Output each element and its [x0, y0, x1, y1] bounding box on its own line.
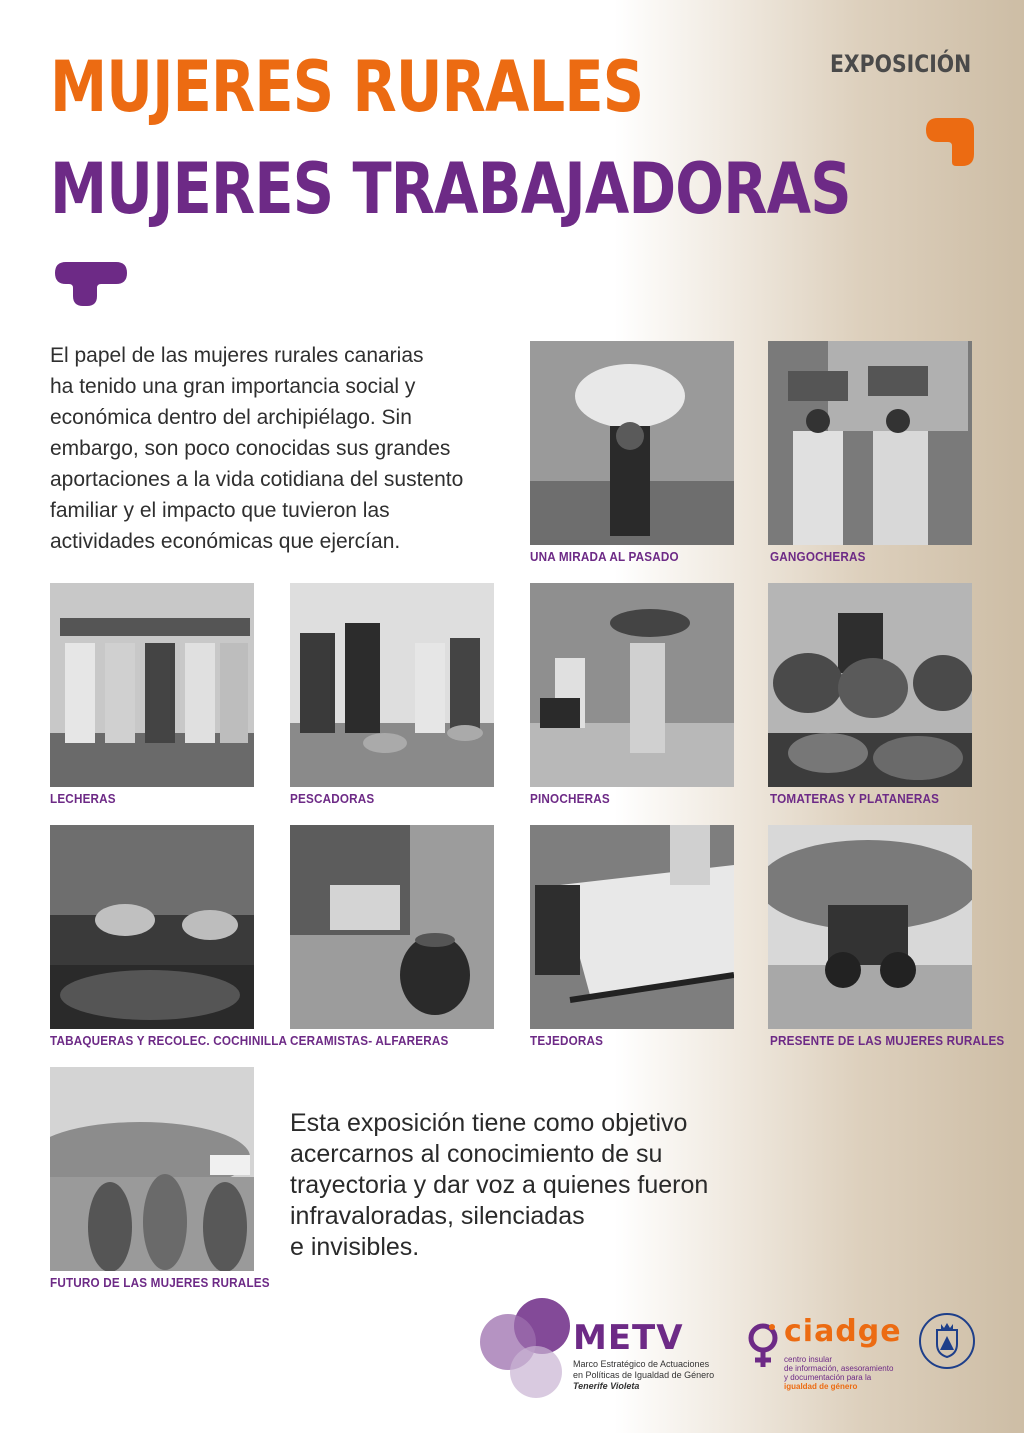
closing-line: infravaloradas, silenciadas [290, 1202, 585, 1230]
photo-gangocheras [768, 341, 972, 545]
metv-subtitle-line: Marco Estratégico de Actuaciones [573, 1359, 710, 1369]
ciadge-logo-subtitle [784, 1355, 893, 1391]
intro-line: embargo, son poco conocidas sus grandes [50, 437, 451, 460]
photo-caption: PINOCHERAS [530, 791, 610, 806]
photo-presente-de-las-mujeres-rurales [768, 825, 972, 1029]
photo-caption: TOMATERAS Y PLATANERAS [770, 791, 940, 806]
title-line-2: MUJERES TRABAJADORAS [50, 148, 851, 230]
photo-tabaqueras [50, 825, 254, 1029]
closing-line: e invisibles. [290, 1233, 420, 1261]
photo-tomateras-y-plataneras [768, 583, 972, 787]
photo-ceramistas-alfareras [290, 825, 494, 1029]
photo-caption: CERAMISTAS- ALFARERAS [290, 1033, 449, 1048]
intro-line: ha tenido una gran importancia social y [50, 375, 416, 398]
photo-caption: GANGOCHERAS [770, 549, 866, 564]
closing-line: trayectoria y dar voz a quienes fueron [290, 1171, 709, 1199]
photo-pinocheras [530, 583, 734, 787]
photo-caption: TABAQUERAS Y RECOLEC. COCHINILLA [50, 1033, 288, 1048]
intro-line: actividades económicas que ejercían. [50, 530, 401, 553]
photo-una-mirada-al-pasado [530, 341, 734, 545]
orange-brand-shape-icon [926, 118, 974, 166]
photo-caption: UNA MIRADA AL PASADO [530, 549, 679, 564]
ciadge-logo-name: ciadge [784, 1314, 902, 1349]
photo-futuro-de-las-mujeres-rurales [50, 1067, 254, 1271]
cabildo-de-tenerife-seal-icon [918, 1312, 976, 1370]
photo-pescadoras [290, 583, 494, 787]
intro-line: aportaciones a la vida cotidiana del sustento [50, 468, 464, 491]
intro-line: económica dentro del archipiélago. Sin [50, 406, 412, 429]
photo-caption: LECHERAS [50, 791, 116, 806]
ciadge-subtitle-line: igualdad de género [784, 1382, 858, 1391]
intro-line: El papel de las mujeres rurales canarias [50, 344, 424, 367]
intro-line: familiar y el impacto que tuvieron las [50, 499, 390, 522]
metv-circles-logo-icon [480, 1296, 572, 1400]
photo-caption: FUTURO DE LAS MUJERES RURALES [50, 1275, 270, 1290]
closing-text [290, 1108, 730, 1263]
ciadge-venus-icon [748, 1323, 778, 1369]
photo-lecheras [50, 583, 254, 787]
ciadge-subtitle-line: centro insular [784, 1355, 833, 1364]
photo-caption: PESCADORAS [290, 791, 375, 806]
metv-subtitle-line: Tenerife Violeta [573, 1381, 640, 1391]
closing-line: Esta exposición tiene como objetivo [290, 1109, 688, 1137]
photo-tejedoras [530, 825, 734, 1029]
metv-logo-subtitle [573, 1359, 714, 1392]
photo-caption: TEJEDORAS [530, 1033, 604, 1048]
metv-subtitle-line: en Políticas de Igualdad de Género [573, 1370, 715, 1380]
intro-text [50, 340, 490, 557]
photo-caption: PRESENTE DE LAS MUJERES RURALES [770, 1033, 1005, 1048]
metv-logo-name: METV [573, 1318, 684, 1358]
exposition-tag: EXPOSICIÓN [830, 50, 972, 78]
ciadge-subtitle-line: de información, asesoramiento [784, 1364, 894, 1373]
purple-brand-shape-icon [55, 262, 127, 306]
ciadge-subtitle-line: y documentación para la [784, 1373, 872, 1382]
closing-line: acercarnos al conocimiento de su [290, 1140, 663, 1168]
title-line-1: MUJERES RURALES [50, 46, 644, 128]
